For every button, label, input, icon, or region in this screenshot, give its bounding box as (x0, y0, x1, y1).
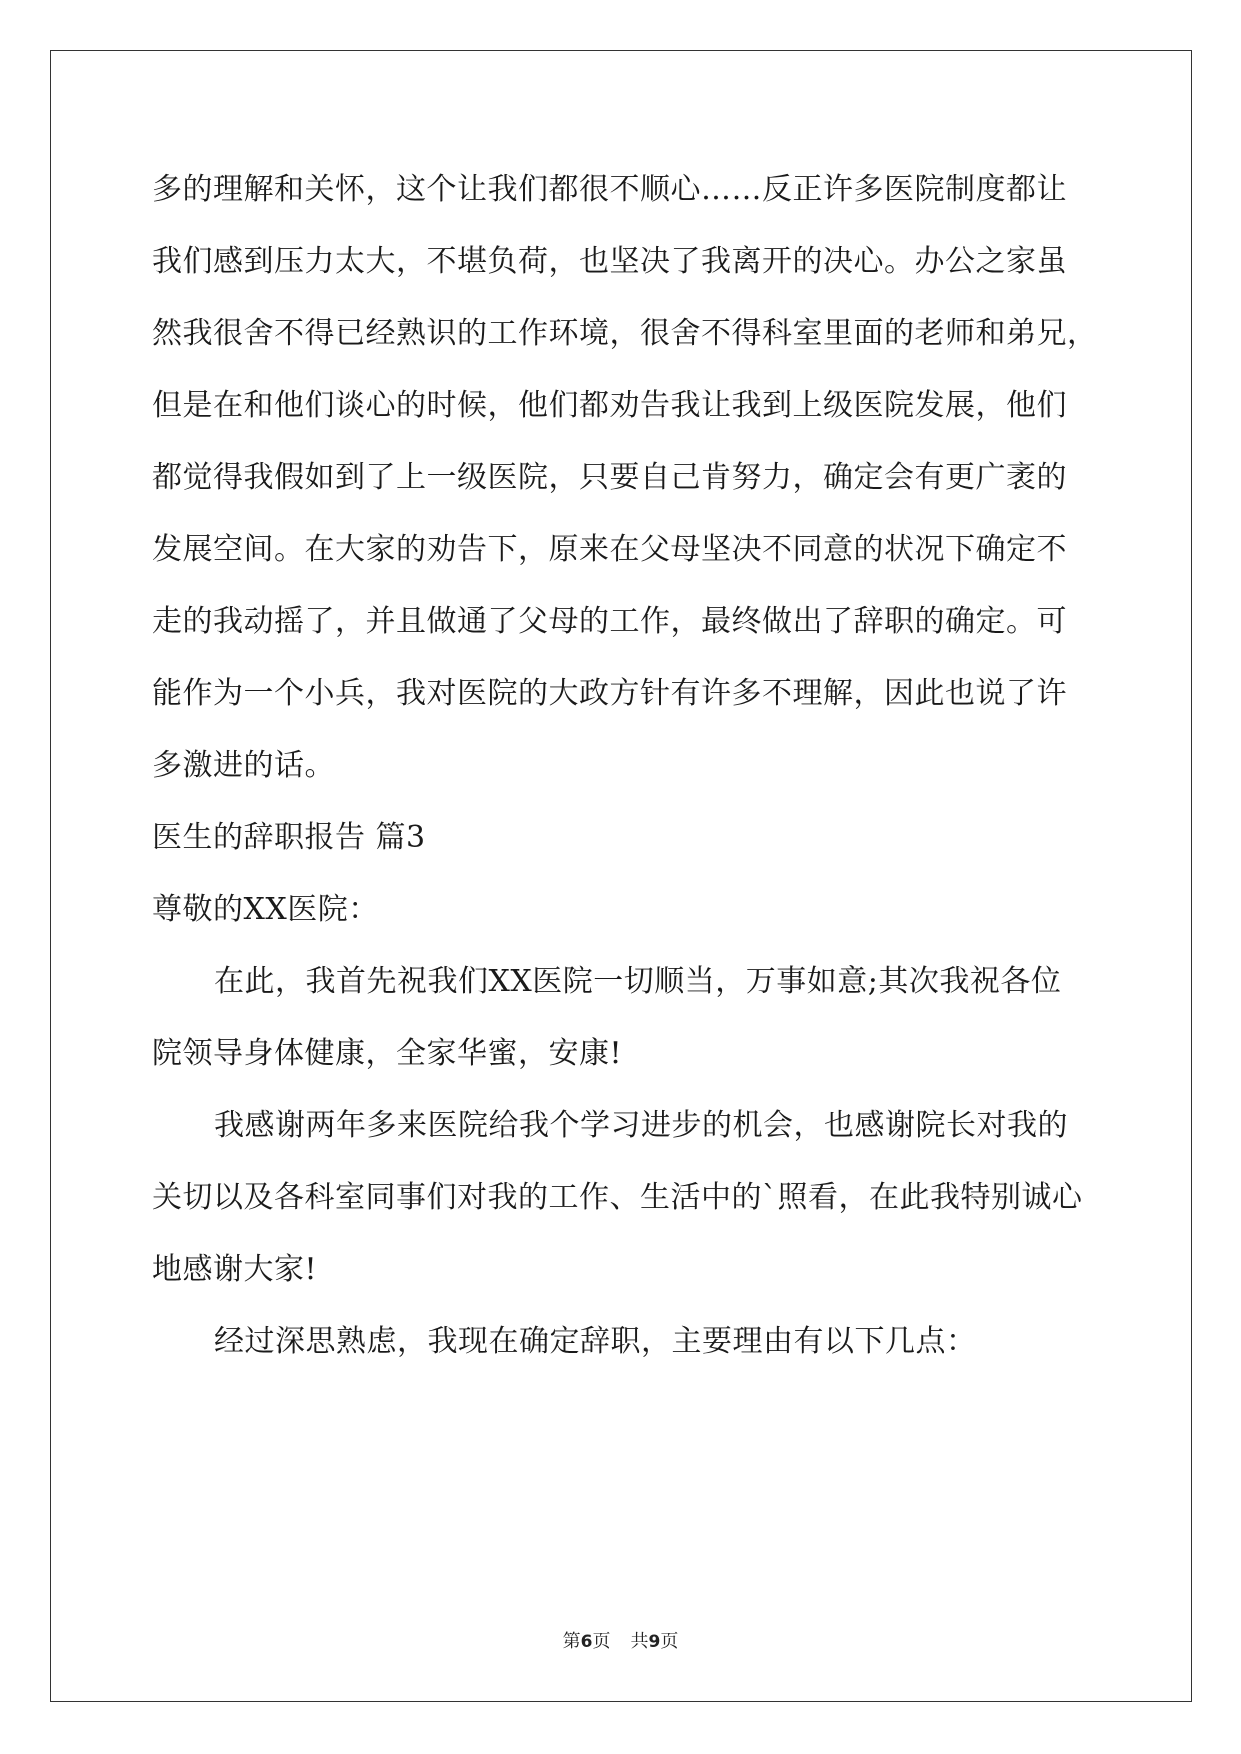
body-line: 发展空间。在大家的劝告下，原来在父母坚决不同意的状况下确定不 (152, 532, 1067, 567)
body-line: 院领导身体健康，全家华蜜，安康! (152, 1036, 623, 1071)
page-frame (50, 50, 1192, 1702)
body-line: 多的理解和关怀，这个让我们都很不顺心……反正许多医院制度都让 (152, 172, 1067, 207)
section-heading: 医生的辞职报告 篇3 (152, 820, 426, 855)
salutation: 尊敬的XX医院： (152, 892, 379, 927)
paragraph-start: 在此，我首先祝我们XX医院一切顺当，万事如意;其次我祝各位 (214, 964, 1062, 999)
page-footer (0, 1630, 1241, 1654)
body-line: 然我很舍不得已经熟识的工作环境，很舍不得科室里面的老师和弟兄， (152, 316, 1098, 351)
body-line: 我们感到压力太大，不堪负荷，也坚决了我离开的决心。办公之家虽 (152, 244, 1067, 279)
body-line: 地感谢大家! (152, 1252, 318, 1287)
current-page-number: 6 (580, 1632, 593, 1652)
body-line: 都觉得我假如到了上一级医院，只要自己肯努力，确定会有更广袤的 (152, 460, 1067, 495)
body-line: 能作为一个小兵，我对医院的大政方针有许多不理解，因此也说了许 (152, 676, 1067, 711)
paragraph-start: 经过深思熟虑，我现在确定辞职，主要理由有以下几点： (214, 1324, 977, 1359)
total-pages-number: 9 (648, 1632, 661, 1652)
total-suffix: 页 (660, 1631, 679, 1652)
body-line: 多激进的话。 (152, 748, 335, 783)
page-suffix: 页 (592, 1631, 611, 1652)
paragraph-start: 我感谢两年多来医院给我个学习进步的机会，也感谢院长对我的 (214, 1108, 1068, 1143)
body-line: 关切以及各科室同事们对我的工作、生活中的`照看，在此我特别诚心 (152, 1180, 1083, 1215)
body-line: 走的我动摇了，并且做通了父母的工作，最终做出了辞职的确定。可 (152, 604, 1067, 639)
total-prefix: 共 (630, 1631, 649, 1652)
body-line: 但是在和他们谈心的时候，他们都劝告我让我到上级医院发展，他们 (152, 388, 1067, 423)
page-prefix: 第 (562, 1631, 581, 1652)
